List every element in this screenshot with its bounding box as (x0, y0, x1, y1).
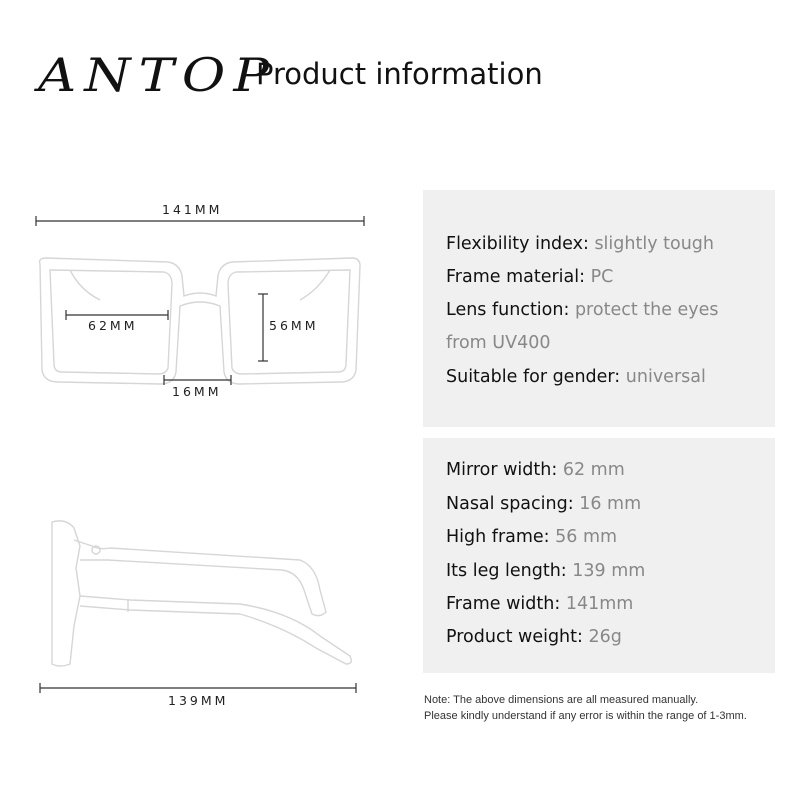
spec-key: High frame: (446, 527, 550, 547)
lens-height-label: 56MM (269, 318, 319, 333)
note-line-1: Note: The above dimensions are all measured manually. (424, 694, 699, 706)
spec-value: 56 mm (555, 527, 618, 547)
frame-width-dimension-line (36, 216, 364, 226)
bridge-label: 16MM (172, 384, 222, 399)
spec-panel-material (423, 190, 775, 427)
spec-row-lens-function-cont (446, 335, 550, 353)
spec-row-frame-width (446, 596, 633, 614)
spec-value: 16 mm (579, 494, 642, 514)
note-line-2: Please kindly understand if any error is within the range of 1-3mm. (424, 710, 747, 722)
spec-key: Nasal spacing: (446, 494, 574, 514)
spec-value: 139 mm (572, 561, 646, 581)
measurement-note (424, 692, 747, 724)
spec-value: PC (590, 267, 614, 287)
spec-value: protect the eyes (574, 300, 719, 320)
spec-key: Product weight: (446, 627, 583, 647)
spec-row-high-frame (446, 529, 617, 547)
spec-key: Suitable for gender: (446, 367, 621, 387)
spec-value: from UV400 (446, 333, 551, 353)
spec-panel-dimensions (423, 438, 775, 673)
spec-value: 62 mm (562, 460, 625, 480)
spec-key: Lens function: (446, 300, 570, 320)
brand-logo: ANTOP (38, 48, 278, 102)
spec-row-nasal-spacing (446, 496, 641, 514)
side-view-outline (52, 521, 351, 666)
spec-key: Mirror width: (446, 460, 558, 480)
spec-value: universal (625, 367, 706, 387)
lens-height-dimension-line (258, 294, 268, 361)
spec-value: 141mm (565, 594, 634, 614)
frame-width-label: 141MM (162, 202, 223, 217)
spec-value: 26g (588, 627, 622, 647)
temple-dimension-line (40, 683, 356, 693)
spec-row-mirror-width (446, 462, 625, 480)
spec-key: Frame width: (446, 594, 561, 614)
temple-length-label: 139MM (168, 693, 229, 708)
spec-key: Its leg length: (446, 561, 567, 581)
spec-row-leg-length (446, 563, 645, 581)
spec-row-flexibility (446, 236, 714, 254)
spec-row-material (446, 269, 613, 287)
spec-row-lens-function (446, 302, 719, 320)
lens-width-label: 62MM (88, 318, 138, 333)
spec-row-weight (446, 629, 622, 647)
spec-key: Flexibility index: (446, 234, 589, 254)
spec-row-gender (446, 369, 706, 387)
spec-value: slightly tough (594, 234, 714, 254)
spec-key: Frame material: (446, 267, 586, 287)
page-title: Product information (256, 57, 543, 91)
